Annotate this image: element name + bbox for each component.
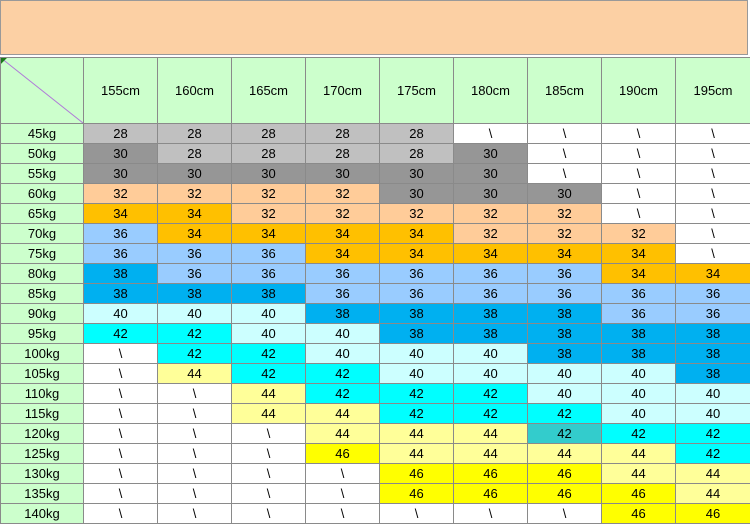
size-cell: 36 — [306, 284, 380, 304]
size-cell: 36 — [528, 284, 602, 304]
weight-label: 45kg — [1, 124, 84, 144]
size-cell: 42 — [676, 424, 750, 444]
weight-label: 130kg — [1, 464, 84, 484]
size-cell: 28 — [84, 124, 158, 144]
size-cell: \ — [84, 424, 158, 444]
size-cell: 34 — [84, 204, 158, 224]
size-cell: \ — [602, 124, 676, 144]
size-cell: 40 — [454, 344, 528, 364]
size-cell: \ — [84, 484, 158, 504]
size-cell: 36 — [232, 244, 306, 264]
size-cell: 32 — [454, 204, 528, 224]
size-cell: \ — [676, 184, 750, 204]
size-cell: 42 — [528, 404, 602, 424]
table-row — [1, 364, 750, 384]
size-cell: \ — [602, 164, 676, 184]
weight-label: 65kg — [1, 204, 84, 224]
size-cell: \ — [676, 164, 750, 184]
size-cell: \ — [602, 144, 676, 164]
size-cell: \ — [528, 164, 602, 184]
size-cell: 30 — [380, 184, 454, 204]
size-cell: 30 — [454, 164, 528, 184]
size-cell: \ — [84, 384, 158, 404]
size-cell: \ — [84, 444, 158, 464]
size-cell: 38 — [528, 304, 602, 324]
table-row — [1, 424, 750, 444]
size-cell: 28 — [380, 144, 454, 164]
size-cell: 38 — [602, 324, 676, 344]
size-cell: 42 — [232, 364, 306, 384]
size-cell: \ — [84, 344, 158, 364]
size-cell: 34 — [528, 244, 602, 264]
size-cell: 46 — [454, 464, 528, 484]
size-cell: 42 — [158, 344, 232, 364]
size-cell: 40 — [528, 364, 602, 384]
size-cell: 28 — [306, 144, 380, 164]
size-cell: \ — [306, 484, 380, 504]
size-cell: 28 — [232, 144, 306, 164]
size-cell: 46 — [380, 464, 454, 484]
diagonal-corner-icon — [1, 58, 83, 123]
size-cell: 42 — [528, 424, 602, 444]
header-banner — [0, 0, 748, 55]
size-cell: 42 — [306, 384, 380, 404]
height-header-155cm: 155cm — [84, 58, 158, 124]
weight-label: 50kg — [1, 144, 84, 164]
size-cell: 46 — [454, 484, 528, 504]
size-cell: 32 — [528, 204, 602, 224]
size-cell: 36 — [158, 244, 232, 264]
table-row — [1, 404, 750, 424]
weight-label: 115kg — [1, 404, 84, 424]
table-row — [1, 224, 750, 244]
size-cell: \ — [158, 464, 232, 484]
size-cell: 36 — [676, 304, 750, 324]
size-cell: 40 — [676, 404, 750, 424]
size-cell: 32 — [232, 204, 306, 224]
size-cell: \ — [528, 144, 602, 164]
size-cell: \ — [158, 384, 232, 404]
size-cell: 32 — [380, 204, 454, 224]
size-cell: 28 — [232, 124, 306, 144]
size-cell: 40 — [602, 364, 676, 384]
size-cell: \ — [232, 444, 306, 464]
size-cell: 30 — [380, 164, 454, 184]
size-cell: 38 — [676, 364, 750, 384]
size-cell: 36 — [454, 284, 528, 304]
size-cell: 46 — [676, 504, 750, 524]
table-row — [1, 184, 750, 204]
size-cell: 34 — [306, 224, 380, 244]
size-cell: 42 — [602, 424, 676, 444]
size-cell: 32 — [528, 224, 602, 244]
weight-label: 75kg — [1, 244, 84, 264]
size-cell: 44 — [306, 404, 380, 424]
size-cell: 40 — [306, 344, 380, 364]
size-cell: 40 — [380, 364, 454, 384]
size-cell: 30 — [454, 184, 528, 204]
height-header-190cm: 190cm — [602, 58, 676, 124]
size-cell: 44 — [306, 424, 380, 444]
size-cell: 30 — [454, 144, 528, 164]
size-cell: 40 — [676, 384, 750, 404]
table-row — [1, 144, 750, 164]
weight-label: 110kg — [1, 384, 84, 404]
weight-label: 135kg — [1, 484, 84, 504]
size-cell: 38 — [158, 284, 232, 304]
size-cell: 32 — [454, 224, 528, 244]
weight-label: 80kg — [1, 264, 84, 284]
size-cell: 38 — [454, 324, 528, 344]
table-row — [1, 124, 750, 144]
size-cell: 36 — [380, 284, 454, 304]
size-cell: 32 — [306, 204, 380, 224]
size-cell: 44 — [158, 364, 232, 384]
size-cell: 36 — [232, 264, 306, 284]
size-cell: 42 — [676, 444, 750, 464]
size-cell: 34 — [158, 204, 232, 224]
size-cell: \ — [676, 144, 750, 164]
size-cell: 42 — [380, 404, 454, 424]
size-cell: 30 — [84, 164, 158, 184]
size-cell: 44 — [380, 424, 454, 444]
size-cell: 44 — [232, 404, 306, 424]
size-chart-table — [0, 57, 750, 524]
weight-label: 100kg — [1, 344, 84, 364]
weight-label: 95kg — [1, 324, 84, 344]
size-cell: \ — [602, 184, 676, 204]
table-row — [1, 264, 750, 284]
height-header-185cm: 185cm — [528, 58, 602, 124]
size-cell: 44 — [676, 484, 750, 504]
size-cell: \ — [232, 484, 306, 504]
size-cell: \ — [158, 484, 232, 504]
table-row — [1, 484, 750, 504]
size-cell: 28 — [158, 124, 232, 144]
size-cell: 36 — [84, 244, 158, 264]
size-cell: \ — [232, 504, 306, 524]
size-cell: 38 — [380, 304, 454, 324]
size-cell: 34 — [232, 224, 306, 244]
size-cell: 34 — [306, 244, 380, 264]
size-cell: \ — [306, 464, 380, 484]
size-cell: 44 — [528, 444, 602, 464]
size-cell: 34 — [676, 264, 750, 284]
table-row — [1, 504, 750, 524]
size-cell: 36 — [602, 284, 676, 304]
weight-label: 120kg — [1, 424, 84, 444]
table-row — [1, 244, 750, 264]
size-cell: \ — [158, 404, 232, 424]
size-cell: 38 — [84, 264, 158, 284]
table-row — [1, 324, 750, 344]
size-cell: 38 — [232, 284, 306, 304]
weight-label: 70kg — [1, 224, 84, 244]
size-cell: 42 — [454, 404, 528, 424]
size-cell: 40 — [84, 304, 158, 324]
size-cell: 30 — [84, 144, 158, 164]
size-cell: 40 — [380, 344, 454, 364]
size-cell: \ — [380, 504, 454, 524]
size-cell: 32 — [232, 184, 306, 204]
size-cell: 42 — [454, 384, 528, 404]
size-cell: 34 — [380, 244, 454, 264]
size-cell: \ — [676, 244, 750, 264]
size-cell: 32 — [84, 184, 158, 204]
size-cell: 30 — [528, 184, 602, 204]
size-cell: 34 — [602, 264, 676, 284]
size-cell: 46 — [602, 484, 676, 504]
size-cell: \ — [158, 424, 232, 444]
size-cell: 44 — [454, 424, 528, 444]
size-cell: 38 — [84, 284, 158, 304]
height-header-170cm: 170cm — [306, 58, 380, 124]
size-cell: 44 — [232, 384, 306, 404]
size-cell: 46 — [602, 504, 676, 524]
size-cell: \ — [84, 464, 158, 484]
size-cell: 44 — [380, 444, 454, 464]
size-cell: \ — [232, 424, 306, 444]
size-cell: 46 — [306, 444, 380, 464]
size-cell: 40 — [232, 304, 306, 324]
size-cell: \ — [306, 504, 380, 524]
size-cell: 34 — [380, 224, 454, 244]
size-cell: 36 — [528, 264, 602, 284]
weight-label: 90kg — [1, 304, 84, 324]
size-cell: \ — [84, 364, 158, 384]
size-chart-body — [1, 58, 750, 524]
size-cell: \ — [158, 444, 232, 464]
weight-label: 55kg — [1, 164, 84, 184]
size-cell: 38 — [676, 324, 750, 344]
size-cell: 38 — [528, 344, 602, 364]
height-header-row — [1, 58, 750, 124]
size-cell: 46 — [528, 464, 602, 484]
size-cell: 34 — [158, 224, 232, 244]
size-cell: \ — [676, 204, 750, 224]
weight-label: 105kg — [1, 364, 84, 384]
size-cell: 44 — [602, 444, 676, 464]
table-row — [1, 204, 750, 224]
size-cell: 44 — [676, 464, 750, 484]
size-cell: 44 — [454, 444, 528, 464]
size-cell: \ — [454, 504, 528, 524]
size-cell: 30 — [306, 164, 380, 184]
table-row — [1, 444, 750, 464]
size-cell: 32 — [306, 184, 380, 204]
size-cell: 34 — [602, 244, 676, 264]
size-cell: 32 — [158, 184, 232, 204]
size-cell: 40 — [602, 404, 676, 424]
size-cell: 42 — [306, 364, 380, 384]
size-cell: 38 — [528, 324, 602, 344]
size-cell: 36 — [306, 264, 380, 284]
size-cell: \ — [528, 504, 602, 524]
table-row — [1, 464, 750, 484]
size-cell: 28 — [306, 124, 380, 144]
size-cell: 36 — [84, 224, 158, 244]
size-cell: \ — [84, 504, 158, 524]
size-cell: 40 — [528, 384, 602, 404]
size-cell: 46 — [528, 484, 602, 504]
size-cell: 40 — [232, 324, 306, 344]
table-row — [1, 284, 750, 304]
size-cell: \ — [676, 124, 750, 144]
size-cell: \ — [158, 504, 232, 524]
size-cell: 36 — [454, 264, 528, 284]
size-cell: 40 — [306, 324, 380, 344]
size-cell: 36 — [380, 264, 454, 284]
size-cell: 46 — [380, 484, 454, 504]
size-cell: 42 — [232, 344, 306, 364]
size-cell: 36 — [676, 284, 750, 304]
size-cell: \ — [676, 224, 750, 244]
height-header-165cm: 165cm — [232, 58, 306, 124]
size-cell: \ — [528, 124, 602, 144]
weight-label: 85kg — [1, 284, 84, 304]
size-cell: 40 — [454, 364, 528, 384]
size-cell: 42 — [158, 324, 232, 344]
size-cell: 38 — [454, 304, 528, 324]
corner-cell — [1, 58, 84, 124]
size-cell: \ — [84, 404, 158, 424]
size-cell: 38 — [380, 324, 454, 344]
size-cell: 42 — [84, 324, 158, 344]
size-cell: 38 — [676, 344, 750, 364]
size-cell: 28 — [380, 124, 454, 144]
table-row — [1, 384, 750, 404]
weight-label: 125kg — [1, 444, 84, 464]
height-header-180cm: 180cm — [454, 58, 528, 124]
size-cell: 30 — [232, 164, 306, 184]
weight-label: 60kg — [1, 184, 84, 204]
table-row — [1, 304, 750, 324]
size-cell: \ — [454, 124, 528, 144]
size-cell: 40 — [602, 384, 676, 404]
size-cell: 42 — [380, 384, 454, 404]
size-cell: 40 — [158, 304, 232, 324]
size-cell: 38 — [602, 344, 676, 364]
height-header-160cm: 160cm — [158, 58, 232, 124]
size-cell: 36 — [158, 264, 232, 284]
weight-label: 140kg — [1, 504, 84, 524]
size-cell: 34 — [454, 244, 528, 264]
table-row — [1, 344, 750, 364]
size-cell: \ — [232, 464, 306, 484]
size-cell: 30 — [158, 164, 232, 184]
height-header-175cm: 175cm — [380, 58, 454, 124]
size-cell: 44 — [602, 464, 676, 484]
size-cell: 38 — [306, 304, 380, 324]
height-header-195cm: 195cm — [676, 58, 750, 124]
size-cell: 32 — [602, 224, 676, 244]
table-row — [1, 164, 750, 184]
size-cell: 36 — [602, 304, 676, 324]
size-cell: 28 — [158, 144, 232, 164]
size-cell: \ — [602, 204, 676, 224]
